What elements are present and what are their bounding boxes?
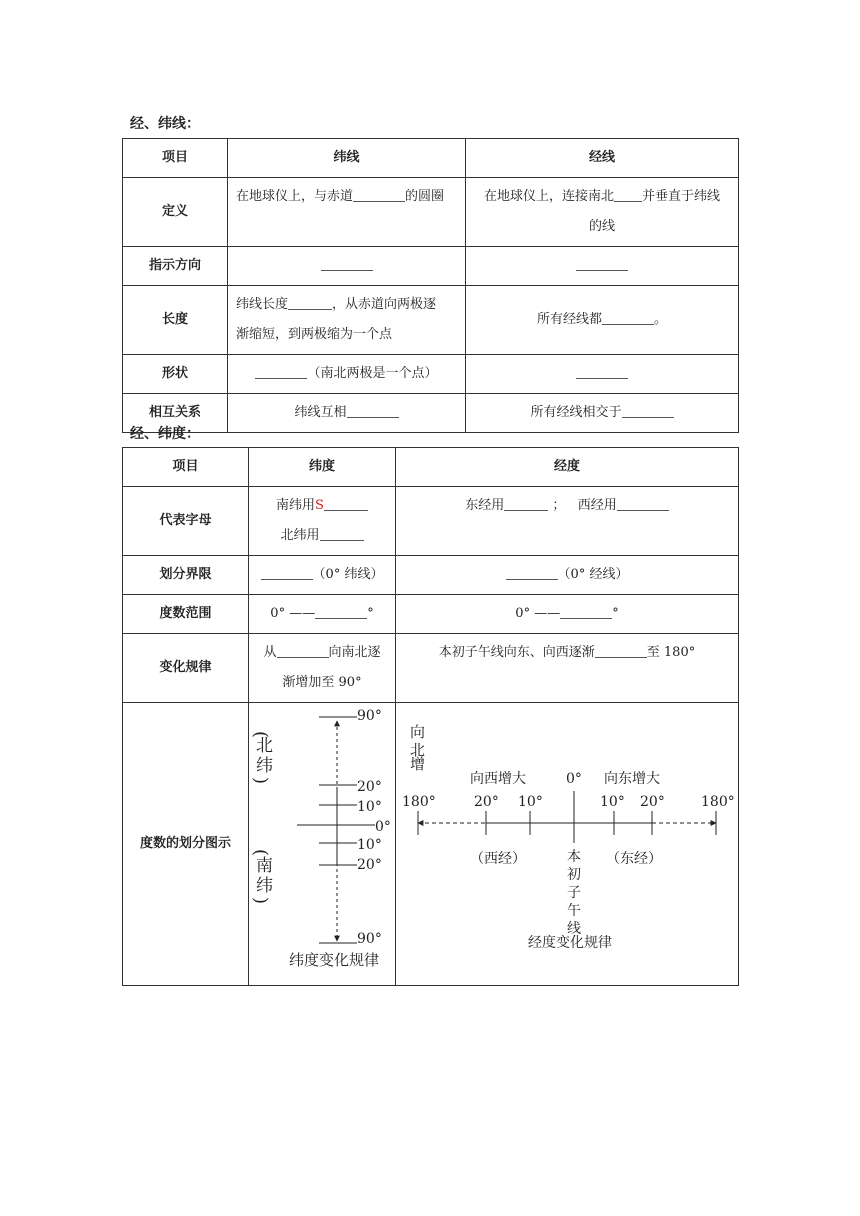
- lon-tick-label: 10°: [518, 794, 543, 810]
- row-length-label: 长度: [123, 286, 228, 355]
- degrees-table: [122, 447, 739, 986]
- lon-range: 0° —— °: [396, 595, 739, 634]
- prime-meridian-char: 初: [567, 867, 581, 883]
- answer-blank[interactable]: [602, 311, 654, 325]
- lon-tick-label: 20°: [474, 794, 499, 810]
- col-latitude-line: 纬线: [228, 139, 466, 178]
- answer-blank[interactable]: [353, 188, 405, 202]
- lat-north-paren-open: (: [250, 731, 271, 739]
- lat-north-paren-close: ): [250, 777, 271, 785]
- lat-letter: 南纬用S 北纬用: [249, 487, 396, 556]
- row-rule-label: 变化规律: [123, 634, 249, 703]
- answer-blank[interactable]: [261, 566, 313, 580]
- answer-blank[interactable]: [595, 644, 647, 658]
- lon-boundary: （0° 经线）: [396, 556, 739, 595]
- answer-blank[interactable]: [347, 404, 399, 418]
- lon-tick-label: 180°: [701, 794, 735, 810]
- lat-definition: 在地球仪上，与赤道 的圆圈: [228, 178, 466, 247]
- answer-blank[interactable]: [576, 365, 628, 379]
- lat-relation: 纬线互相: [228, 394, 466, 433]
- east-longitude-label: （东经）: [606, 851, 662, 867]
- row-diagram-label: 度数的划分图示: [123, 703, 249, 986]
- latitude-diagram-cell: [249, 703, 396, 986]
- col-longitude-line: 经线: [466, 139, 739, 178]
- west-longitude-label: （西经）: [470, 851, 526, 867]
- lat-range: 0° —— °: [249, 595, 396, 634]
- row-boundary-label: 划分界限: [123, 556, 249, 595]
- lat-south-paren-close: ): [250, 897, 271, 905]
- col-longitude: 经度: [396, 448, 739, 487]
- lon-relation: 所有经线相交于: [466, 394, 739, 433]
- answer-blank[interactable]: [255, 365, 307, 379]
- answer-blank[interactable]: [617, 497, 669, 511]
- col-latitude: 纬度: [249, 448, 396, 487]
- prime-zero-label: 0°: [566, 771, 582, 787]
- lat-north-char: 北: [256, 736, 273, 756]
- col-item: 项目: [123, 448, 249, 487]
- row-range-label: 度数范围: [123, 595, 249, 634]
- lon-rule: 本初子午线向东、向西逐渐 至 180°: [396, 634, 739, 703]
- filled-answer-s: S: [315, 498, 324, 513]
- lon-definition: 在地球仪上，连接南北 并垂直于纬线 的线: [466, 178, 739, 247]
- longitude-diagram-cell: [396, 703, 739, 986]
- lon-north-char: 北: [410, 741, 426, 759]
- prime-meridian-char: 子: [567, 885, 581, 901]
- answer-blank[interactable]: [614, 188, 642, 202]
- lat-tick-label: 0°: [375, 819, 391, 835]
- lat-tick-label: 20°: [357, 857, 382, 873]
- answer-blank[interactable]: [320, 527, 364, 541]
- row-shape-label: 形状: [123, 355, 228, 394]
- row-direction-label: 指示方向: [123, 247, 228, 286]
- answer-blank[interactable]: [560, 605, 612, 619]
- row-letter-label: 代表字母: [123, 487, 249, 556]
- lat-tick-label: 90°: [357, 931, 382, 947]
- lat-tick-label: 10°: [357, 799, 382, 815]
- col-item: 项目: [123, 139, 228, 178]
- lat-tick-label: 90°: [357, 708, 382, 724]
- row-relation-label: 相互关系: [123, 394, 228, 433]
- prime-meridian-char: 本: [567, 849, 581, 865]
- lat-diagram-caption: 纬度变化规律: [289, 951, 380, 969]
- lat-boundary: （0° 纬线）: [249, 556, 396, 595]
- lon-diagram-caption: 经度变化规律: [528, 935, 612, 951]
- lat-wei-char-2: 纬: [256, 876, 273, 896]
- east-increase-label: 向东增大: [604, 771, 660, 787]
- lon-shape: [466, 355, 739, 394]
- answer-blank[interactable]: [506, 566, 558, 580]
- lat-rule: 从 向南北逐 渐增加至 90°: [249, 634, 396, 703]
- answer-blank[interactable]: [277, 644, 329, 658]
- lon-tick-label: 180°: [402, 794, 436, 810]
- answer-blank[interactable]: [622, 404, 674, 418]
- prime-meridian-char: 线: [567, 921, 581, 937]
- answer-blank[interactable]: [288, 296, 332, 310]
- longitude-diagram: [396, 703, 739, 973]
- west-increase-label: 向西增大: [470, 771, 526, 787]
- lines-table: [122, 138, 739, 433]
- answer-blank[interactable]: [576, 257, 628, 271]
- answer-blank[interactable]: [504, 497, 548, 511]
- lat-shape: （南北两极是一个点）: [228, 355, 466, 394]
- answer-blank[interactable]: [321, 257, 373, 271]
- lat-length: 纬线长度 ，从赤道向两极逐 渐缩短，到两极缩为一个点: [228, 286, 466, 355]
- answer-blank[interactable]: [315, 605, 367, 619]
- section2-heading: 经、纬度：: [130, 426, 200, 442]
- answer-blank[interactable]: [324, 497, 368, 511]
- lon-direction: [466, 247, 739, 286]
- lat-south-paren-open: (: [250, 849, 271, 857]
- lat-tick-label: 20°: [357, 779, 382, 795]
- lon-letter: 东经用 ； 西经用: [396, 487, 739, 556]
- row-definition-label: 定义: [123, 178, 228, 247]
- prime-meridian-char: 午: [567, 903, 581, 919]
- lon-tick-label: 10°: [600, 794, 625, 810]
- lat-south-char: 南: [256, 856, 273, 876]
- lat-direction: [228, 247, 466, 286]
- lon-north-char: 增: [410, 755, 426, 773]
- section1-heading: 经、纬线：: [130, 116, 200, 132]
- lat-wei-char: 纬: [256, 756, 273, 776]
- lon-tick-label: 20°: [640, 794, 665, 810]
- latitude-diagram: [249, 703, 396, 973]
- lon-north-char: 向: [410, 723, 426, 741]
- lon-length: 所有经线都 。: [466, 286, 739, 355]
- lat-tick-label: 10°: [357, 837, 382, 853]
